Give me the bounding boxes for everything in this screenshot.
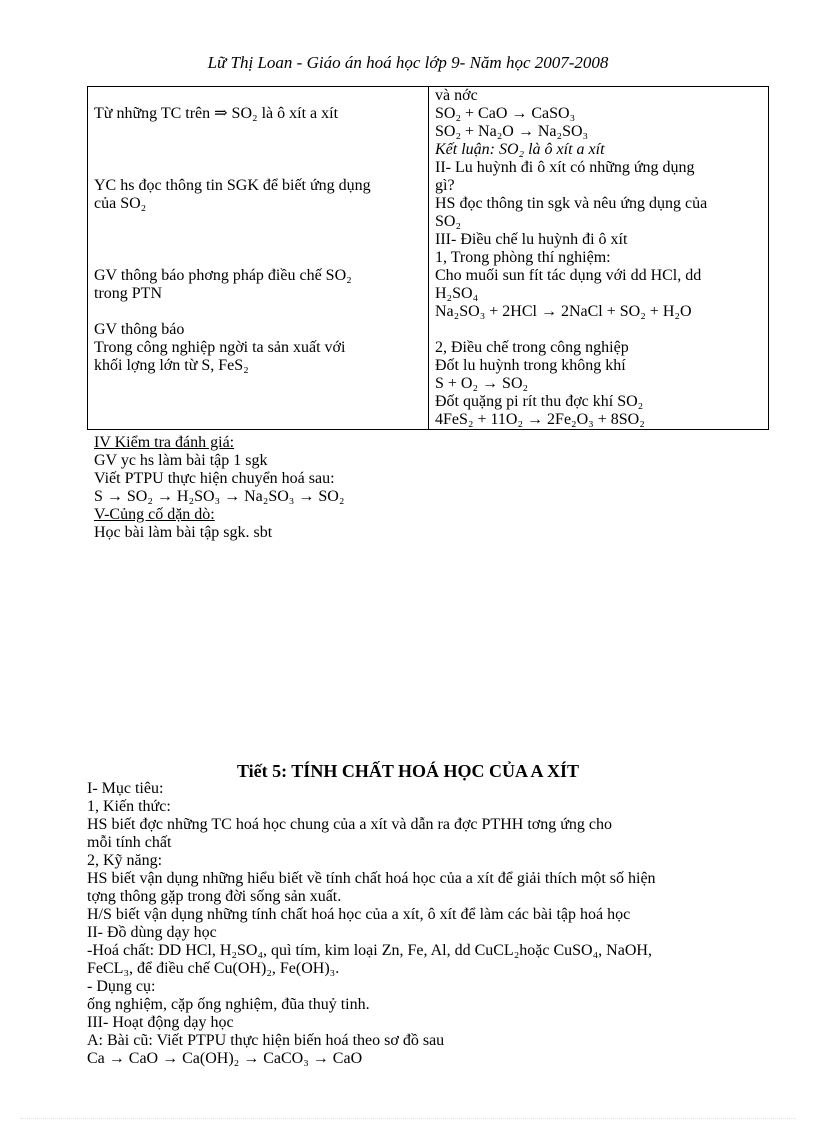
text-line: HS đọc thông tin sgk và nêu ứng dụng của [435, 195, 708, 212]
page-header: Lữ Thị Loan - Giáo án hoá học lớp 9- Năm học 2007-2008 [207, 53, 609, 72]
assessment-section [94, 434, 344, 542]
text-line: ống nghiệm, cặp ống nghiệm, đũa thuỷ tinh. [87, 996, 370, 1013]
text-line: HS biết đợc những TC hoá học chung của a xít và dẫn ra đợc PTHH tơng ứng cho [87, 816, 612, 833]
text-line: 2, Điều chế trong công nghiệp [435, 339, 629, 356]
teacher-activity-lines [94, 87, 426, 429]
text-line: FeCL₃, để điều chế Cu(OH)₂, Fe(OH)₃. [87, 960, 340, 977]
text-line: H/S biết vận dụng những tính chất hoá học của a xít, ô xít để làm các bài tập hoá học [87, 906, 631, 923]
text-line: và nớc [435, 87, 478, 104]
text-line: SO₂ + Na₂O → Na₂SO₃ [435, 123, 589, 140]
text-line: III- Hoạt động dạy học [87, 1014, 234, 1031]
text-line: YC hs đọc thông tin SGK để biết ứng dụng [94, 177, 371, 194]
blank-line [94, 231, 426, 249]
text-line: HS biết vận dụng những hiểu biết về tính chất hoá học của a xít để giải thích một số hiện [87, 870, 656, 887]
blank-line [94, 141, 426, 159]
blank-line [94, 123, 426, 141]
text-line: 2, Kỹ năng: [87, 852, 163, 869]
blank-line [435, 321, 766, 339]
blank-line [94, 87, 426, 105]
text-line: S → SO₂ → H₂SO₃ → Na₂SO₃ → SO₂ [94, 488, 345, 505]
section-heading: IV Kiểm tra đánh giá: [94, 434, 235, 451]
text-line: mỗi tính chất [87, 834, 172, 851]
text-line: tợng thông gặp trong đời sống sản xuất. [87, 888, 342, 905]
text-line: Kết luận: SO₂ là ô xít a xít [435, 141, 605, 158]
blank-line [94, 213, 426, 231]
text-line: Học bài làm bài tập sgk. sbt [94, 524, 273, 541]
text-line: Đốt quặng pi rít thu đợc khí SO₂ [435, 393, 644, 410]
text-line: 1, Trong phòng thí nghiệm: [435, 249, 611, 266]
text-line: S + O₂ → SO₂ [435, 375, 529, 392]
text-line: H₂SO₄ [435, 285, 479, 302]
text-line: SO₂ [435, 213, 462, 230]
text-line: Đốt lu huỳnh trong không khí [435, 357, 626, 374]
text-line: Từ những TC trên ⇒ SO₂ là ô xít a xít [94, 105, 339, 122]
text-line: GV thông báo phơng pháp điều chế SO₂ [94, 267, 352, 284]
text-line: Viết PTPU thực hiện chuyển hoá sau: [94, 470, 335, 487]
student-activity-lines [435, 87, 766, 429]
text-line: 1, Kiến thức: [87, 798, 171, 815]
text-line: của SO₂ [94, 195, 147, 212]
page-bottom-rule [20, 1118, 796, 1119]
text-line: II- Đồ dùng dạy học [87, 924, 217, 941]
text-line: GV yc hs làm bài tập 1 sgk [94, 452, 268, 469]
lesson-title: Tiết 5: TÍNH CHẤT HOÁ HỌC CỦA A XÍT [236, 761, 580, 781]
blank-line [94, 303, 426, 321]
text-line: trong PTN [94, 285, 162, 302]
text-line: Na₂SO₃ + 2HCl → 2NaCl + SO₂ + H₂O [435, 303, 692, 320]
text-line: khối lợng lớn từ S, FeS₂ [94, 357, 249, 374]
blank-line [94, 159, 426, 177]
text-line: III- Điều chế lu huỳnh đi ô xít [435, 231, 628, 248]
text-line: II- Lu huỳnh đi ô xít có những ứng dụng [435, 159, 695, 176]
lesson-table [87, 86, 769, 430]
text-line: Ca → CaO → Ca(OH)₂ → CaCO₃ → CaO [87, 1050, 363, 1067]
text-line: Trong công nghiệp ngời ta sản xuất với [94, 339, 346, 356]
text-line: I- Mục tiêu: [87, 780, 164, 797]
teacher-activity-cell [88, 87, 429, 430]
section-heading: V-Củng cố dặn dò: [94, 506, 215, 523]
text-line: -Hoá chất: DD HCl, H₂SO₄, quì tím, kim loại Zn, Fe, Al, dd CuCL₂hoặc CuSO₄, NaOH, [87, 942, 652, 959]
blank-line [94, 249, 426, 267]
text-line: 4FeS₂ + 11O₂ → 2Fe₂O₃ + 8SO₂ [435, 411, 645, 428]
text-line: GV thông báo [94, 321, 185, 338]
student-activity-cell [429, 87, 769, 430]
text-line: - Dụng cụ: [87, 978, 156, 995]
text-line: gì? [435, 177, 455, 194]
lesson-body [87, 780, 767, 1068]
text-line: Cho muối sun fít tác dụng với dd HCl, dd [435, 267, 702, 284]
table-row [88, 87, 769, 430]
text-line: A: Bài cũ: Viết PTPU thực hiện biến hoá theo sơ đồ sau [87, 1032, 445, 1049]
text-line: SO₂ + CaO → CaSO₃ [435, 105, 576, 122]
